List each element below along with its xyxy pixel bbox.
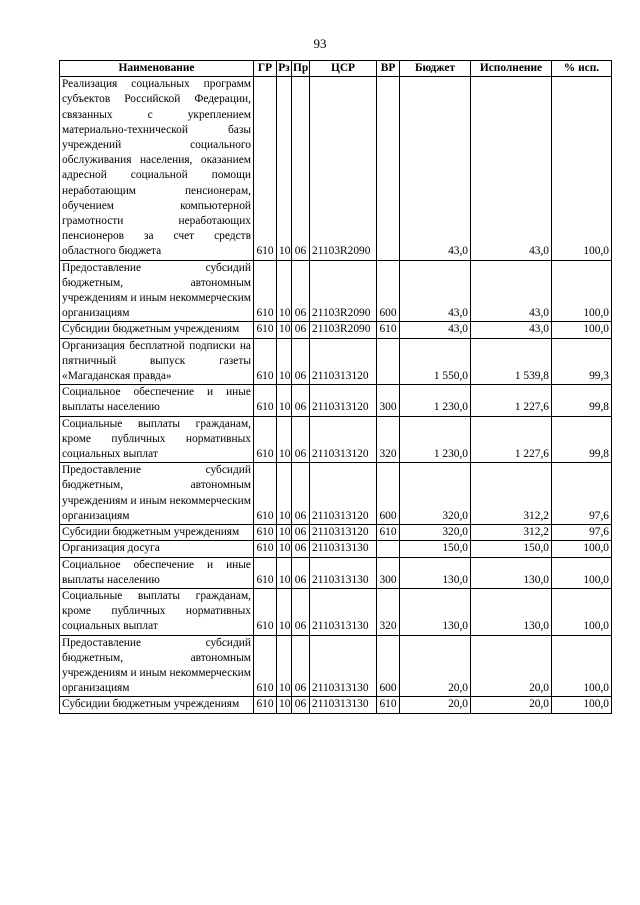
row-budget: 130,0 xyxy=(400,588,471,635)
row-gr: 610 xyxy=(254,697,277,713)
row-percent: 100,0 xyxy=(552,260,612,322)
row-budget: 43,0 xyxy=(400,77,471,260)
row-rz: 10 xyxy=(277,525,292,541)
header-pr: Пр xyxy=(292,61,310,77)
row-gr: 610 xyxy=(254,322,277,338)
row-percent: 97,6 xyxy=(552,463,612,525)
row-execution: 1 227,6 xyxy=(471,416,552,463)
row-rz: 10 xyxy=(277,635,292,697)
row-percent: 100,0 xyxy=(552,697,612,713)
row-execution: 1 227,6 xyxy=(471,385,552,416)
row-rz: 10 xyxy=(277,541,292,557)
row-name: Субсидии бюджетным учреждениям xyxy=(60,525,254,541)
table-row xyxy=(60,77,612,260)
row-execution: 43,0 xyxy=(471,260,552,322)
row-execution: 130,0 xyxy=(471,557,552,588)
row-csr: 21103R2090 xyxy=(310,322,377,338)
row-budget: 1 230,0 xyxy=(400,416,471,463)
row-pr: 06 xyxy=(292,322,310,338)
row-csr: 2110313130 xyxy=(310,697,377,713)
row-vr: 600 xyxy=(377,635,400,697)
row-budget: 150,0 xyxy=(400,541,471,557)
row-percent: 100,0 xyxy=(552,588,612,635)
row-pr: 06 xyxy=(292,77,310,260)
row-rz: 10 xyxy=(277,385,292,416)
row-vr: 320 xyxy=(377,416,400,463)
row-name: Субсидии бюджетным учреждениям xyxy=(60,697,254,713)
row-csr: 21103R2090 xyxy=(310,260,377,322)
row-budget: 20,0 xyxy=(400,635,471,697)
row-percent: 100,0 xyxy=(552,77,612,260)
row-vr: 320 xyxy=(377,588,400,635)
row-vr xyxy=(377,541,400,557)
row-pr: 06 xyxy=(292,463,310,525)
row-rz: 10 xyxy=(277,697,292,713)
row-execution: 312,2 xyxy=(471,525,552,541)
row-gr: 610 xyxy=(254,588,277,635)
row-csr: 2110313120 xyxy=(310,385,377,416)
row-vr: 610 xyxy=(377,525,400,541)
row-rz: 10 xyxy=(277,260,292,322)
row-vr: 610 xyxy=(377,697,400,713)
table-row xyxy=(60,635,612,697)
row-name: Социальное обеспечение и иные выплаты населению xyxy=(60,557,254,588)
table-row xyxy=(60,416,612,463)
row-pr: 06 xyxy=(292,557,310,588)
row-rz: 10 xyxy=(277,322,292,338)
row-budget: 320,0 xyxy=(400,525,471,541)
row-name: Социальное обеспечение и иные выплаты населению xyxy=(60,385,254,416)
row-budget: 20,0 xyxy=(400,697,471,713)
row-gr: 610 xyxy=(254,385,277,416)
row-csr: 21103R2090 xyxy=(310,77,377,260)
row-csr: 2110313130 xyxy=(310,588,377,635)
row-percent: 100,0 xyxy=(552,322,612,338)
row-budget: 43,0 xyxy=(400,260,471,322)
row-csr: 2110313120 xyxy=(310,338,377,385)
header-name: Наименование xyxy=(60,61,254,77)
row-pr: 06 xyxy=(292,541,310,557)
row-budget: 43,0 xyxy=(400,322,471,338)
table-body xyxy=(60,77,612,713)
row-execution: 312,2 xyxy=(471,463,552,525)
row-budget: 1 230,0 xyxy=(400,385,471,416)
row-pr: 06 xyxy=(292,416,310,463)
row-name: Субсидии бюджетным учреждениям xyxy=(60,322,254,338)
header-percent: % исп. xyxy=(552,61,612,77)
header-row xyxy=(60,61,612,77)
row-pr: 06 xyxy=(292,635,310,697)
row-percent: 99,8 xyxy=(552,385,612,416)
table-row xyxy=(60,385,612,416)
row-name: Предоставление субсидий бюджетным, автономным учреждениям и иным некоммерческим организациям xyxy=(60,463,254,525)
row-vr: 600 xyxy=(377,260,400,322)
row-execution: 20,0 xyxy=(471,635,552,697)
page-number: 93 xyxy=(313,36,327,51)
row-gr: 610 xyxy=(254,525,277,541)
row-budget: 320,0 xyxy=(400,463,471,525)
row-gr: 610 xyxy=(254,260,277,322)
row-percent: 99,8 xyxy=(552,416,612,463)
row-csr: 2110313130 xyxy=(310,541,377,557)
row-gr: 610 xyxy=(254,463,277,525)
row-name: Социальные выплаты гражданам, кроме публичных нормативных социальных выплат xyxy=(60,588,254,635)
row-vr xyxy=(377,338,400,385)
row-rz: 10 xyxy=(277,338,292,385)
row-percent: 99,3 xyxy=(552,338,612,385)
row-vr: 300 xyxy=(377,385,400,416)
row-execution: 43,0 xyxy=(471,322,552,338)
row-rz: 10 xyxy=(277,416,292,463)
row-percent: 100,0 xyxy=(552,635,612,697)
table-row xyxy=(60,525,612,541)
row-pr: 06 xyxy=(292,525,310,541)
header-vr: ВР xyxy=(377,61,400,77)
table-row xyxy=(60,322,612,338)
row-vr: 610 xyxy=(377,322,400,338)
table-row xyxy=(60,557,612,588)
row-name: Организация досуга xyxy=(60,541,254,557)
row-percent: 100,0 xyxy=(552,541,612,557)
row-execution: 43,0 xyxy=(471,77,552,260)
table-row xyxy=(60,338,612,385)
table-row xyxy=(60,541,612,557)
header-execution: Исполнение xyxy=(471,61,552,77)
row-gr: 610 xyxy=(254,77,277,260)
row-percent: 100,0 xyxy=(552,557,612,588)
header-budget: Бюджет xyxy=(400,61,471,77)
header-csr: ЦСР xyxy=(310,61,377,77)
row-csr: 2110313130 xyxy=(310,557,377,588)
row-gr: 610 xyxy=(254,635,277,697)
row-budget: 1 550,0 xyxy=(400,338,471,385)
row-pr: 06 xyxy=(292,697,310,713)
row-vr: 300 xyxy=(377,557,400,588)
header-rz: Рз xyxy=(277,61,292,77)
row-rz: 10 xyxy=(277,77,292,260)
row-execution: 150,0 xyxy=(471,541,552,557)
row-name: Реализация социальных программ субъектов Российской Федерации, связанных с укреплением материально-технической базы учреждений социального обслуживания населения, оказанием адресной социальной помощи неработающим пенсионерам, обучением компьютерной грамотности неработающих пенсионеров за счет средств областного бюджета xyxy=(60,77,254,260)
table-row xyxy=(60,463,612,525)
row-csr: 2110313120 xyxy=(310,463,377,525)
header-gr: ГР xyxy=(254,61,277,77)
row-execution: 20,0 xyxy=(471,697,552,713)
row-rz: 10 xyxy=(277,557,292,588)
row-vr: 600 xyxy=(377,463,400,525)
row-percent: 97,6 xyxy=(552,525,612,541)
row-gr: 610 xyxy=(254,338,277,385)
row-pr: 06 xyxy=(292,588,310,635)
row-execution: 1 539,8 xyxy=(471,338,552,385)
row-gr: 610 xyxy=(254,557,277,588)
row-csr: 2110313120 xyxy=(310,525,377,541)
row-name: Предоставление субсидий бюджетным, автономным учреждениям и иным некоммерческим организациям xyxy=(60,635,254,697)
row-budget: 130,0 xyxy=(400,557,471,588)
row-gr: 610 xyxy=(254,416,277,463)
row-execution: 130,0 xyxy=(471,588,552,635)
row-gr: 610 xyxy=(254,541,277,557)
row-vr xyxy=(377,77,400,260)
row-rz: 10 xyxy=(277,588,292,635)
table-row xyxy=(60,588,612,635)
row-name: Предоставление субсидий бюджетным, автономным учреждениям и иным некоммерческим организациям xyxy=(60,260,254,322)
row-rz: 10 xyxy=(277,463,292,525)
row-csr: 2110313130 xyxy=(310,635,377,697)
budget-execution-table xyxy=(59,60,612,714)
row-csr: 2110313120 xyxy=(310,416,377,463)
row-pr: 06 xyxy=(292,260,310,322)
row-name: Социальные выплаты гражданам, кроме публичных нормативных социальных выплат xyxy=(60,416,254,463)
row-name: Организация бесплатной подписки на пятничный выпуск газеты «Магаданская правда» xyxy=(60,338,254,385)
table-row xyxy=(60,697,612,713)
table-header xyxy=(60,61,612,77)
table-row xyxy=(60,260,612,322)
row-pr: 06 xyxy=(292,338,310,385)
row-pr: 06 xyxy=(292,385,310,416)
